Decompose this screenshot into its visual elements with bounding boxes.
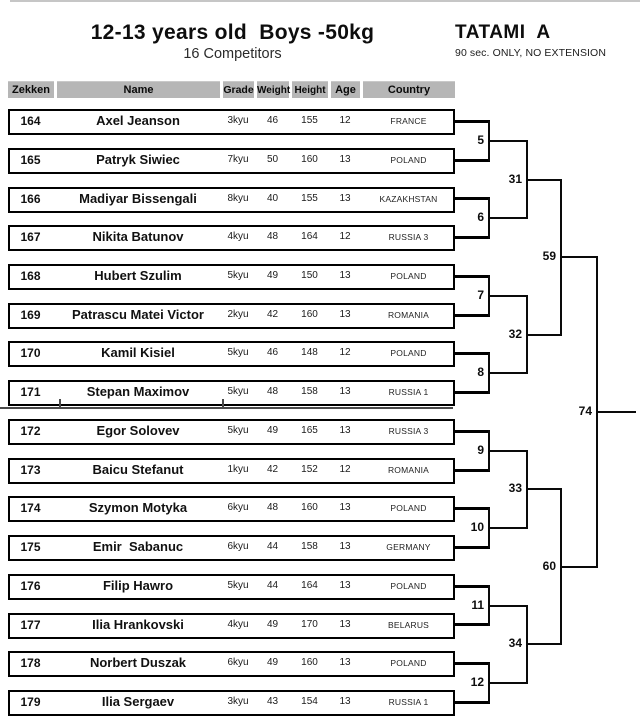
cell-height: 148 — [301, 347, 318, 359]
table-row — [8, 419, 455, 445]
cell-zekken: 164 — [20, 114, 41, 128]
cell-height: 158 — [301, 386, 318, 398]
cell-weight: 43 — [266, 695, 279, 707]
cell-country: POLAND — [390, 154, 427, 165]
match-number: 32 — [508, 326, 522, 341]
cell-age: 13 — [339, 269, 351, 281]
bracket-stub — [455, 391, 490, 394]
bracket-hline — [488, 527, 528, 529]
column-header-country: Country — [363, 81, 455, 98]
cell-grade: 6kyu — [227, 541, 249, 552]
cell-weight: 40 — [266, 192, 279, 204]
cell-weight: 46 — [266, 115, 279, 126]
cell-age: 12 — [339, 115, 351, 126]
cell-height: 164 — [301, 231, 318, 243]
cell-country: RUSSIA 3 — [388, 232, 429, 243]
table-row — [8, 496, 455, 522]
cell-height: 152 — [301, 463, 318, 475]
cell-height: 160 — [301, 308, 318, 320]
cell-country: ROMANIA — [387, 309, 430, 320]
table-row — [8, 225, 455, 251]
cell-zekken: 169 — [20, 307, 41, 322]
cell-name: Baicu Stefanut — [92, 461, 184, 477]
time-rule: 90 sec. ONLY, NO EXTENSION — [455, 47, 607, 59]
match-number: 59 — [542, 249, 556, 264]
cell-grade: 6kyu — [227, 657, 249, 669]
cell-zekken: 172 — [20, 423, 41, 438]
cell-weight: 44 — [266, 579, 279, 591]
match-number: 12 — [470, 675, 484, 690]
page-title: 12-13 years old Boys -50kg — [90, 21, 375, 44]
cell-country: RUSSIA 1 — [388, 387, 429, 398]
cell-name: Szymon Motyka — [88, 500, 188, 516]
bracket-stub — [455, 352, 490, 355]
cell-country: POLAND — [390, 503, 427, 514]
cell-weight: 49 — [266, 424, 279, 436]
cell-height: 165 — [301, 424, 318, 436]
cell-age: 13 — [339, 502, 351, 514]
bracket-stub — [455, 546, 490, 549]
cell-weight: 49 — [266, 618, 279, 630]
cell-age: 13 — [339, 618, 351, 630]
cell-name: Stepan Maximov — [86, 384, 190, 400]
cell-zekken: 178 — [20, 656, 41, 671]
table-row — [8, 574, 455, 600]
cell-age: 13 — [339, 386, 351, 398]
section-divider — [0, 407, 453, 409]
cell-age: 12 — [339, 231, 351, 243]
match-number: 74 — [578, 404, 592, 418]
bracket-hline — [488, 450, 528, 452]
cell-grade: 5kyu — [227, 579, 249, 591]
match-number: 5 — [477, 132, 484, 147]
cell-height: 160 — [301, 502, 318, 514]
bracket-hline — [488, 140, 528, 142]
bracket-stub — [455, 275, 490, 278]
bracket-hline — [526, 643, 562, 645]
cell-grade: 1kyu — [227, 463, 249, 475]
table-row — [8, 187, 455, 213]
competitors-count: 16 Competitors — [183, 46, 282, 62]
column-header-zekken: Zekken — [8, 81, 54, 98]
bracket-stub — [455, 430, 490, 433]
cell-name: Kamil Kisiel — [101, 345, 175, 361]
column-header-grade: Grade — [223, 81, 254, 98]
table-row — [8, 458, 455, 484]
cell-country: BELARUS — [387, 619, 430, 630]
cell-age: 13 — [339, 541, 351, 552]
bracket-stub — [455, 236, 490, 239]
table-row — [8, 690, 455, 716]
cell-zekken: 176 — [20, 578, 41, 593]
table-row — [8, 613, 455, 639]
cell-height: 155 — [301, 192, 318, 204]
column-header-weight: Weight — [257, 81, 289, 98]
cell-name: Ilia Hrankovski — [92, 616, 184, 632]
cell-name: Axel Jeanson — [96, 113, 180, 128]
cell-country: POLAND — [390, 348, 427, 359]
bracket-stub — [455, 197, 490, 200]
match-number: 6 — [477, 210, 484, 225]
table-row — [8, 535, 455, 561]
column-header-height: Height — [292, 81, 328, 98]
cell-grade: 4kyu — [227, 618, 249, 630]
cell-grade: 3kyu — [227, 115, 249, 126]
column-header-name: Name — [57, 81, 220, 98]
bracket-stub — [455, 585, 490, 588]
cell-zekken: 173 — [20, 462, 41, 477]
match-number: 11 — [471, 597, 484, 612]
bracket-hline — [526, 334, 562, 336]
bracket-hline — [596, 411, 636, 413]
bracket-stub — [455, 120, 490, 123]
match-number: 10 — [470, 520, 484, 535]
cell-age: 13 — [339, 695, 351, 707]
cell-weight: 48 — [266, 386, 279, 398]
bracket-hline — [488, 682, 528, 684]
cell-height: 158 — [301, 541, 318, 552]
tatami-label: TATAMI A — [455, 22, 551, 43]
match-number: 34 — [508, 636, 522, 651]
bracket-stub — [455, 701, 490, 704]
cell-height: 150 — [301, 269, 318, 281]
cell-grade: 5kyu — [227, 347, 249, 359]
cell-zekken: 179 — [20, 694, 41, 709]
match-number: 33 — [508, 481, 522, 496]
cell-name: Filip Hawro — [102, 577, 174, 593]
cell-weight: 50 — [266, 153, 279, 165]
bracket-stub — [455, 662, 490, 665]
match-number: 9 — [477, 442, 484, 457]
cell-age: 13 — [339, 192, 351, 204]
cell-height: 164 — [301, 579, 318, 591]
cell-name: Norbert Duszak — [89, 655, 187, 671]
divider-tick — [222, 399, 224, 407]
cell-name: Patryk Siwiec — [96, 151, 180, 167]
cell-country: KAZAKHSTAN — [379, 193, 438, 204]
bracket-stub — [455, 314, 490, 317]
cell-name: Madiyar Bissengali — [79, 190, 197, 206]
cell-height: 155 — [301, 115, 318, 126]
cell-zekken: 177 — [20, 617, 41, 632]
cell-weight: 42 — [266, 308, 279, 320]
cell-zekken: 170 — [20, 346, 41, 361]
cell-grade: 5kyu — [227, 424, 249, 436]
cell-height: 154 — [301, 695, 318, 707]
cell-weight: 42 — [266, 463, 279, 475]
cell-age: 13 — [339, 579, 351, 591]
cell-zekken: 167 — [20, 230, 41, 245]
cell-zekken: 166 — [20, 191, 41, 206]
cell-zekken: 171 — [20, 385, 41, 400]
cell-grade: 8kyu — [227, 192, 249, 204]
cell-weight: 46 — [266, 347, 279, 359]
cell-zekken: 175 — [20, 540, 41, 554]
cell-grade: 4kyu — [227, 231, 249, 243]
cell-country: POLAND — [390, 658, 427, 669]
column-header-age: Age — [331, 81, 360, 98]
cell-grade: 5kyu — [227, 269, 249, 281]
match-number: 8 — [477, 365, 484, 380]
cell-country: RUSSIA 1 — [388, 696, 429, 707]
table-row — [8, 651, 455, 677]
bracket-hline — [488, 605, 528, 607]
match-number: 7 — [477, 287, 484, 302]
cell-height: 160 — [301, 153, 318, 165]
bracket-stub — [455, 159, 490, 162]
cell-age: 12 — [339, 463, 351, 475]
bracket-stub — [455, 507, 490, 510]
cell-weight: 44 — [266, 541, 279, 552]
cell-age: 13 — [339, 153, 351, 165]
cell-grade: 7kyu — [227, 153, 249, 165]
cell-country: RUSSIA 3 — [388, 425, 429, 436]
cell-zekken: 174 — [20, 501, 41, 516]
divider-tick — [59, 399, 61, 407]
cell-weight: 48 — [266, 231, 279, 243]
bracket-hline — [488, 217, 528, 219]
cell-name: Egor Solovev — [96, 422, 180, 438]
cell-grade: 5kyu — [227, 386, 249, 398]
table-row — [8, 303, 455, 329]
cell-zekken: 165 — [20, 152, 41, 167]
bracket-stub — [455, 469, 490, 472]
table-row — [8, 264, 455, 290]
table-row — [8, 109, 455, 135]
cell-height: 160 — [301, 657, 318, 669]
table-row — [8, 148, 455, 174]
cell-country: POLAND — [390, 580, 427, 591]
cell-age: 12 — [339, 347, 351, 359]
cell-grade: 3kyu — [227, 695, 249, 707]
cell-grade: 2kyu — [227, 308, 249, 320]
cell-zekken: 168 — [20, 268, 41, 283]
match-number: 60 — [542, 558, 556, 573]
bracket-hline — [560, 566, 598, 568]
bracket-hline — [488, 372, 528, 374]
bracket-hline — [560, 256, 598, 258]
cell-age: 13 — [339, 424, 351, 436]
cell-country: POLAND — [390, 270, 427, 281]
cell-name: Emir Sabanuc — [92, 539, 184, 554]
cell-country: FRANCE — [390, 116, 427, 126]
cell-age: 13 — [339, 657, 351, 669]
bracket-stub — [455, 623, 490, 626]
cell-name: Patrascu Matei Victor — [72, 306, 204, 322]
match-number: 31 — [508, 171, 522, 186]
cell-country: GERMANY — [386, 542, 431, 552]
cell-age: 13 — [339, 308, 351, 320]
cell-weight: 48 — [266, 502, 279, 514]
bracket-hline — [526, 179, 562, 181]
table-row — [8, 341, 455, 367]
cell-name: Ilia Sergaev — [101, 693, 175, 709]
bracket-hline — [488, 295, 528, 297]
cell-weight: 49 — [266, 269, 279, 281]
bracket-hline — [526, 488, 562, 490]
cell-height: 170 — [301, 618, 318, 630]
cell-name: Nikita Batunov — [92, 229, 184, 245]
cell-grade: 6kyu — [227, 502, 249, 514]
cell-weight: 49 — [266, 657, 279, 669]
cell-name: Hubert Szulim — [94, 267, 182, 283]
cell-country: ROMANIA — [387, 464, 430, 475]
table-row — [8, 380, 455, 406]
top-border-line — [10, 0, 640, 2]
